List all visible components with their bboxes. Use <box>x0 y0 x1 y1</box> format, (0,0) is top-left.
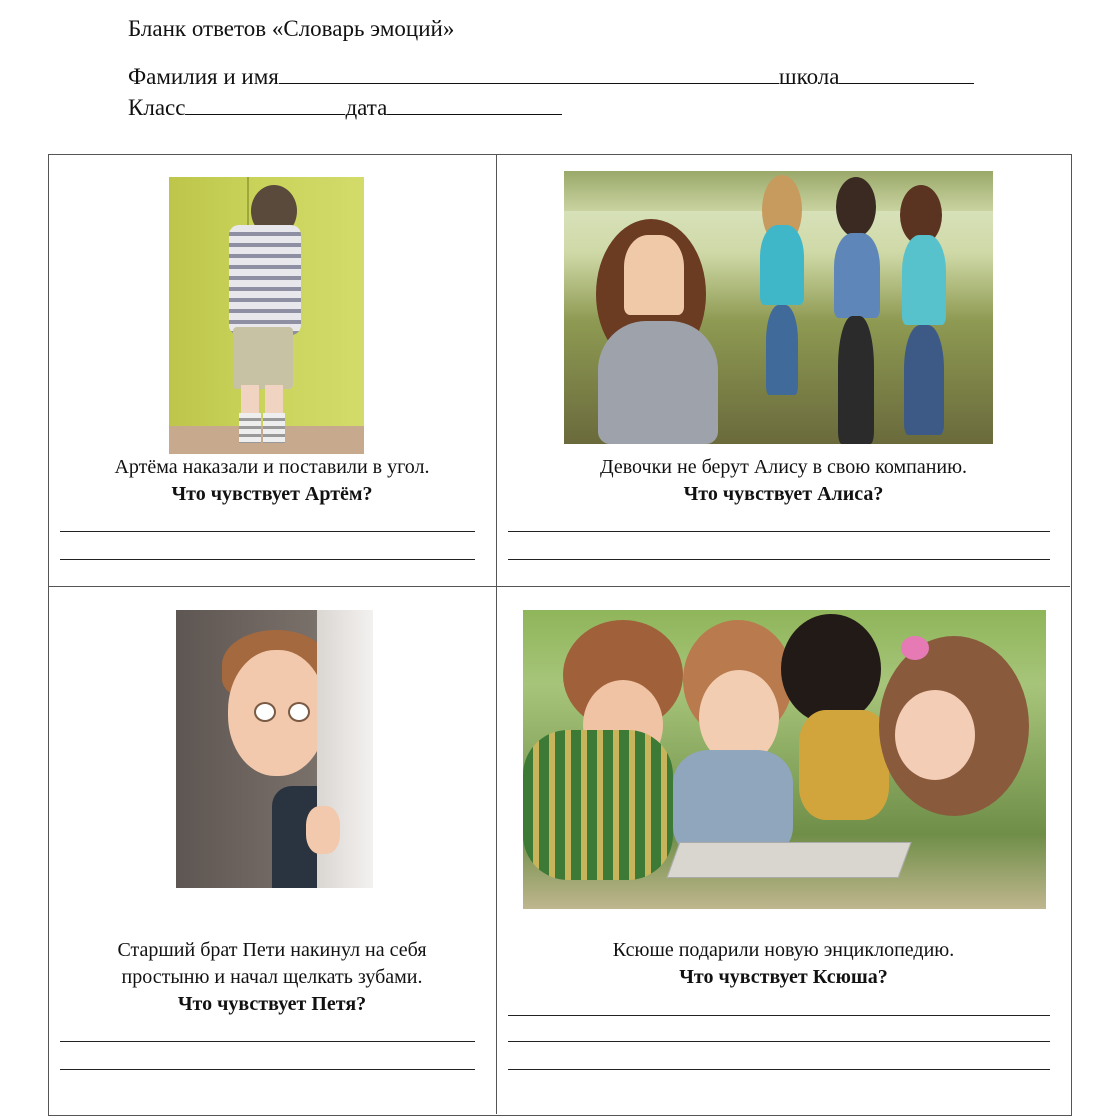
card-2-answer-line-2[interactable] <box>508 559 1050 560</box>
school-label: школа <box>778 64 840 89</box>
card-2-answer-line-1[interactable] <box>508 531 1050 532</box>
name-school-row <box>128 64 974 90</box>
girls-excluding-photo <box>564 171 993 444</box>
card-1-question: Что чувствует Артём? <box>171 483 373 505</box>
grid-divider-horizontal <box>48 586 1070 587</box>
date-label: дата <box>345 95 388 120</box>
kids-reading-photo <box>523 610 1046 909</box>
name-label: Фамилия и имя <box>128 64 279 89</box>
name-field[interactable] <box>279 65 779 84</box>
class-field[interactable] <box>185 96 345 115</box>
class-label: Класс <box>128 95 186 120</box>
form-title: Бланк ответов «Словарь эмоций» <box>128 16 455 41</box>
card-3-caption <box>48 937 496 1018</box>
card-3-situation-line-2: простыню и начал щелкать зубами. <box>121 966 423 988</box>
card-1-situation: Артёма наказали и поставили в угол. <box>114 456 430 478</box>
card-4-answer-line-2[interactable] <box>508 1041 1050 1042</box>
date-field[interactable] <box>387 96 562 115</box>
class-date-row <box>128 95 562 121</box>
card-1-answer-line-2[interactable] <box>60 559 475 560</box>
card-3-situation-line-1: Старший брат Пети накинул на себя <box>117 939 427 961</box>
card-4-answer-line-3[interactable] <box>508 1069 1050 1070</box>
card-1-answer-line-1[interactable] <box>60 531 475 532</box>
school-field[interactable] <box>839 65 974 84</box>
card-2-situation: Девочки не берут Алису в свою компанию. <box>599 456 968 478</box>
boy-in-corner-photo <box>169 177 364 454</box>
card-3-answer-line-2[interactable] <box>60 1069 475 1070</box>
card-4-situation: Ксюше подарили новую энциклопедию. <box>612 939 955 961</box>
scared-boy-photo <box>176 610 373 888</box>
card-3-answer-line-1[interactable] <box>60 1041 475 1042</box>
card-4-answer-line-1[interactable] <box>508 1015 1050 1016</box>
card-4-question: Что чувствует Ксюша? <box>679 966 888 988</box>
card-1-caption <box>48 454 496 508</box>
card-2-question: Что чувствует Алиса? <box>683 483 884 505</box>
card-3-question: Что чувствует Петя? <box>177 993 367 1015</box>
card-4-caption <box>497 937 1070 991</box>
card-2-caption <box>497 454 1070 508</box>
